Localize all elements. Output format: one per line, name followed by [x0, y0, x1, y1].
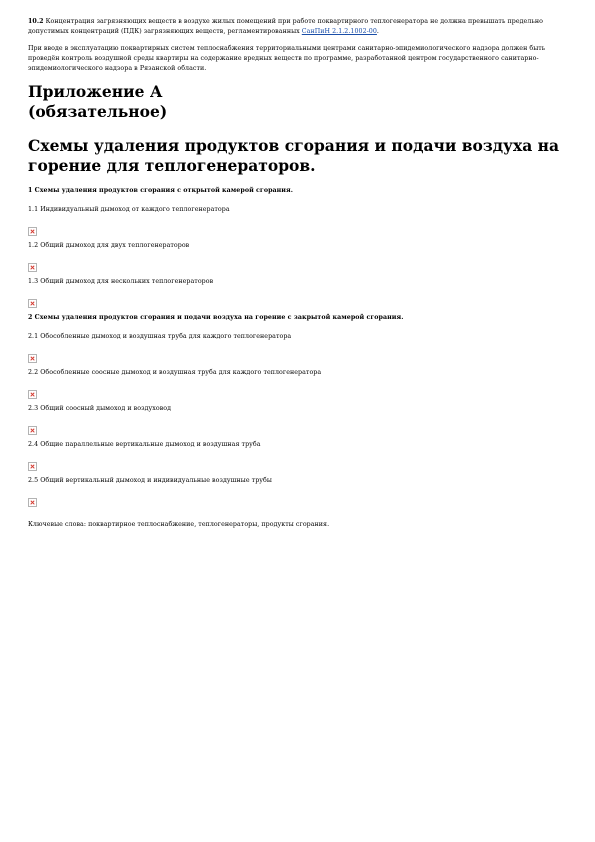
- schemes-heading-line2: горение для теплогенераторов.: [28, 156, 316, 175]
- paragraph-text: Концентрация загрязняющих веществ в воздухе жилых помещений при работе поквартирного теплогенератора не должна превышать предельно допустимых концентраций (ПДК) загрязняющих веществ, регламентированных: [28, 18, 543, 35]
- appendix-title: Приложение А: [28, 82, 163, 101]
- section-1-title: 1 Схемы удаления продуктов сгорания с открытой камерой сгорания.: [28, 187, 293, 194]
- paragraph-control: При вводе в эксплуатацию поквартирных систем теплоснабжения территориальными центрами санитарно-эпидемиологического надзора должен быть проведён контроль воздушной среды квартиры на содержание вредных веществ по программе, разработанной центром государственного санитарно-эпидемиологического надзора в Рязанской области.: [28, 45, 546, 72]
- paragraph-number: 10.2: [28, 18, 44, 25]
- appendix-heading: [28, 82, 567, 122]
- scheme-item-title: 2.1 Обособленные дымоход и воздушная труба для каждого теплогенератора: [28, 333, 292, 340]
- scheme-item-title: 1.3 Общий дымоход для нескольких теплогенераторов: [28, 278, 214, 285]
- broken-image-icon: [28, 462, 37, 471]
- scheme-item: [28, 404, 567, 432]
- scheme-item: [28, 476, 567, 504]
- broken-image-icon: [28, 299, 37, 308]
- schemes-heading-line1: Схемы удаления продуктов сгорания и подачи воздуха на: [28, 136, 560, 155]
- scheme-item: [28, 332, 567, 360]
- scheme-item-title: 1.1 Индивидуальный дымоход от каждого теплогенератора: [28, 206, 230, 213]
- broken-image-icon: [28, 426, 37, 435]
- section-2-title: 2 Схемы удаления продуктов сгорания и подачи воздуха на горение с закрытой камерой сгорания.: [28, 314, 404, 321]
- broken-image-icon: [28, 263, 37, 272]
- paragraph-10-2: [28, 17, 567, 37]
- scheme-item: [28, 277, 567, 305]
- scheme-item-title: 2.5 Общий вертикальный дымоход и индивидуальные воздушные трубы: [28, 477, 272, 484]
- keywords: Ключевые слова: поквартирное теплоснабжение, теплогенераторы, продукты сгорания.: [28, 521, 330, 528]
- broken-image-icon: [28, 354, 37, 363]
- scheme-item-title: 2.3 Общий соосный дымоход и воздуховод: [28, 405, 172, 412]
- scheme-item: [28, 205, 567, 233]
- scheme-item-title: 2.2 Обособленные соосные дымоход и воздушная труба для каждого теплогенератора: [28, 369, 322, 376]
- broken-image-icon: [28, 227, 37, 236]
- schemes-heading: [28, 136, 567, 176]
- broken-image-icon: [28, 498, 37, 507]
- scheme-item: [28, 440, 567, 468]
- broken-image-icon: [28, 390, 37, 399]
- scheme-item: [28, 241, 567, 269]
- scheme-item-title: 1.2 Общий дымоход для двух теплогенераторов: [28, 242, 190, 249]
- scheme-item-title: 2.4 Общие параллельные вертикальные дымоход и воздушная труба: [28, 441, 261, 448]
- paragraph-end: .: [376, 28, 379, 35]
- appendix-subtitle: (обязательное): [28, 102, 168, 121]
- sanpin-link[interactable]: СанПиН 2.1.2.1002-00: [301, 28, 377, 35]
- scheme-item: [28, 368, 567, 396]
